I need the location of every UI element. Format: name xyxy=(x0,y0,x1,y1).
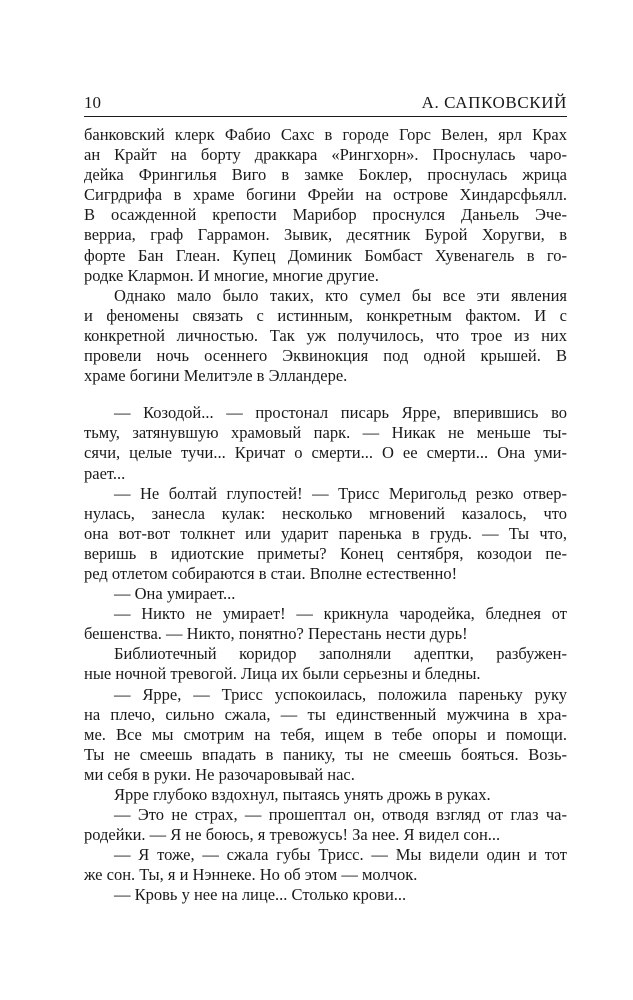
text-line: — Козодой... — простонал писарь Ярре, вперившись во xyxy=(114,403,567,423)
text-line: она вот-вот толкнет или ударит паренька в грудь. — Ты что, xyxy=(84,523,567,543)
text-line: Библиотечный коридор заполняли адептки, разбужен- xyxy=(114,644,567,664)
text-line: родке Клармон. И многие, многие другие. xyxy=(84,265,379,285)
paragraph xyxy=(84,584,567,604)
text-line: же сон. Ты, я и Нэннеке. Но об этом — молчок. xyxy=(84,865,418,885)
paragraph xyxy=(84,885,567,905)
paragraph xyxy=(84,125,567,286)
text-line: на плечо, сильно сжала, — ты единственный мужчина в хра- xyxy=(84,704,567,724)
text-line: ми себя в руки. Не разочаровывай нас. xyxy=(84,764,355,784)
text-line: — Не болтай глупостей! — Трисс Меригольд резко отвер- xyxy=(114,483,567,503)
paragraph xyxy=(84,604,567,644)
text-line: сячи, целые тучи... Кричат о смерти... О ее смерти... Она уми- xyxy=(84,443,567,463)
text-line: дейка Фрингилья Виго в замке Боклер, проснулась жрица xyxy=(84,165,567,185)
text-line: верриа, граф Гаррамон. Зывик, десятник Бурой Хоругви, в xyxy=(84,225,567,245)
paragraph xyxy=(84,845,567,885)
text-line: конкретной личностью. Так уж получилось, что трое из них xyxy=(84,325,567,345)
text-line: ред отлетом собираются в стаи. Вполне естественно! xyxy=(84,563,458,583)
paragraph xyxy=(84,785,567,805)
text-line: ные ночной тревогой. Лица их были серьезны и бледны. xyxy=(84,664,481,684)
paragraph xyxy=(84,805,567,845)
text-line: банковский клерк Фабио Сахс в городе Горс Велен, ярл Крах xyxy=(84,125,567,144)
running-title: А. САПКОВСКИЙ xyxy=(421,93,567,112)
text-line: Ярре глубоко вздохнул, пытаясь унять дрожь в руках. xyxy=(114,785,491,804)
text-line: ан Крайт на борту драккара «Рингхорн». Проснулась чаро- xyxy=(84,145,567,165)
text-line: храме богини Мелитэле в Элландере. xyxy=(84,366,348,386)
paragraph xyxy=(84,644,567,684)
text-line: бешенства. — Никто, понятно? Перестань нести дурь! xyxy=(84,624,468,644)
text-line: веришь в идиотские приметы? Конец сентября, козодои пе- xyxy=(84,543,567,563)
text-line: и феномены связать с истинным, конкретным фактом. И с xyxy=(84,305,567,325)
text-line: форте Бан Глеан. Купец Доминик Бомбаст Хувенагель в го- xyxy=(84,245,567,265)
text-line: Ты не смеешь впадать в панику, ты не смеешь бояться. Возь- xyxy=(84,744,567,764)
text-line: родейки. — Я не боюсь, я тревожусь! За нее. Я видел сон... xyxy=(84,825,501,845)
page-number: 10 xyxy=(84,93,101,112)
paragraph xyxy=(84,286,567,386)
text-line: — Я тоже, — сжала губы Трисс. — Мы видели один и тот xyxy=(114,845,567,865)
text-line: — Это не страх, — прошептал он, отводя взгляд от глаз ча- xyxy=(114,805,567,825)
text-line: — Ярре, — Трисс успокоилась, положила пареньку руку xyxy=(114,684,567,704)
text-body xyxy=(84,125,567,906)
text-line: В осажденной крепости Марибор проснулся Даньель Эче- xyxy=(84,205,567,225)
paragraph xyxy=(84,685,567,785)
page-header xyxy=(84,93,567,117)
paragraph xyxy=(84,403,567,483)
text-line: рает... xyxy=(84,463,126,483)
text-line: — Кровь у нее на лице... Столько крови... xyxy=(114,885,407,905)
text-line: Сигрдрифа в храме богини Фрейи на острове Хиндарсфьялл. xyxy=(84,185,567,205)
paragraph xyxy=(84,484,567,584)
text-line: Однако мало было таких, кто сумел бы все эти явления xyxy=(114,285,567,305)
text-line: провели ночь осеннего Эквинокция под одной крышей. В xyxy=(84,346,567,366)
text-line: тьму, затянувшую храмовый парк. — Никак не меньше ты- xyxy=(84,423,567,443)
text-line: нулась, занесла кулак: несколько мгновений казалось, что xyxy=(84,503,567,523)
text-line: — Она умирает... xyxy=(114,584,236,604)
text-line: ме. Все мы смотрим на тебя, ищем в тебе опоры и помощи. xyxy=(84,724,567,744)
text-line: — Никто не умирает! — крикнула чародейка, бледнея от xyxy=(114,604,567,624)
